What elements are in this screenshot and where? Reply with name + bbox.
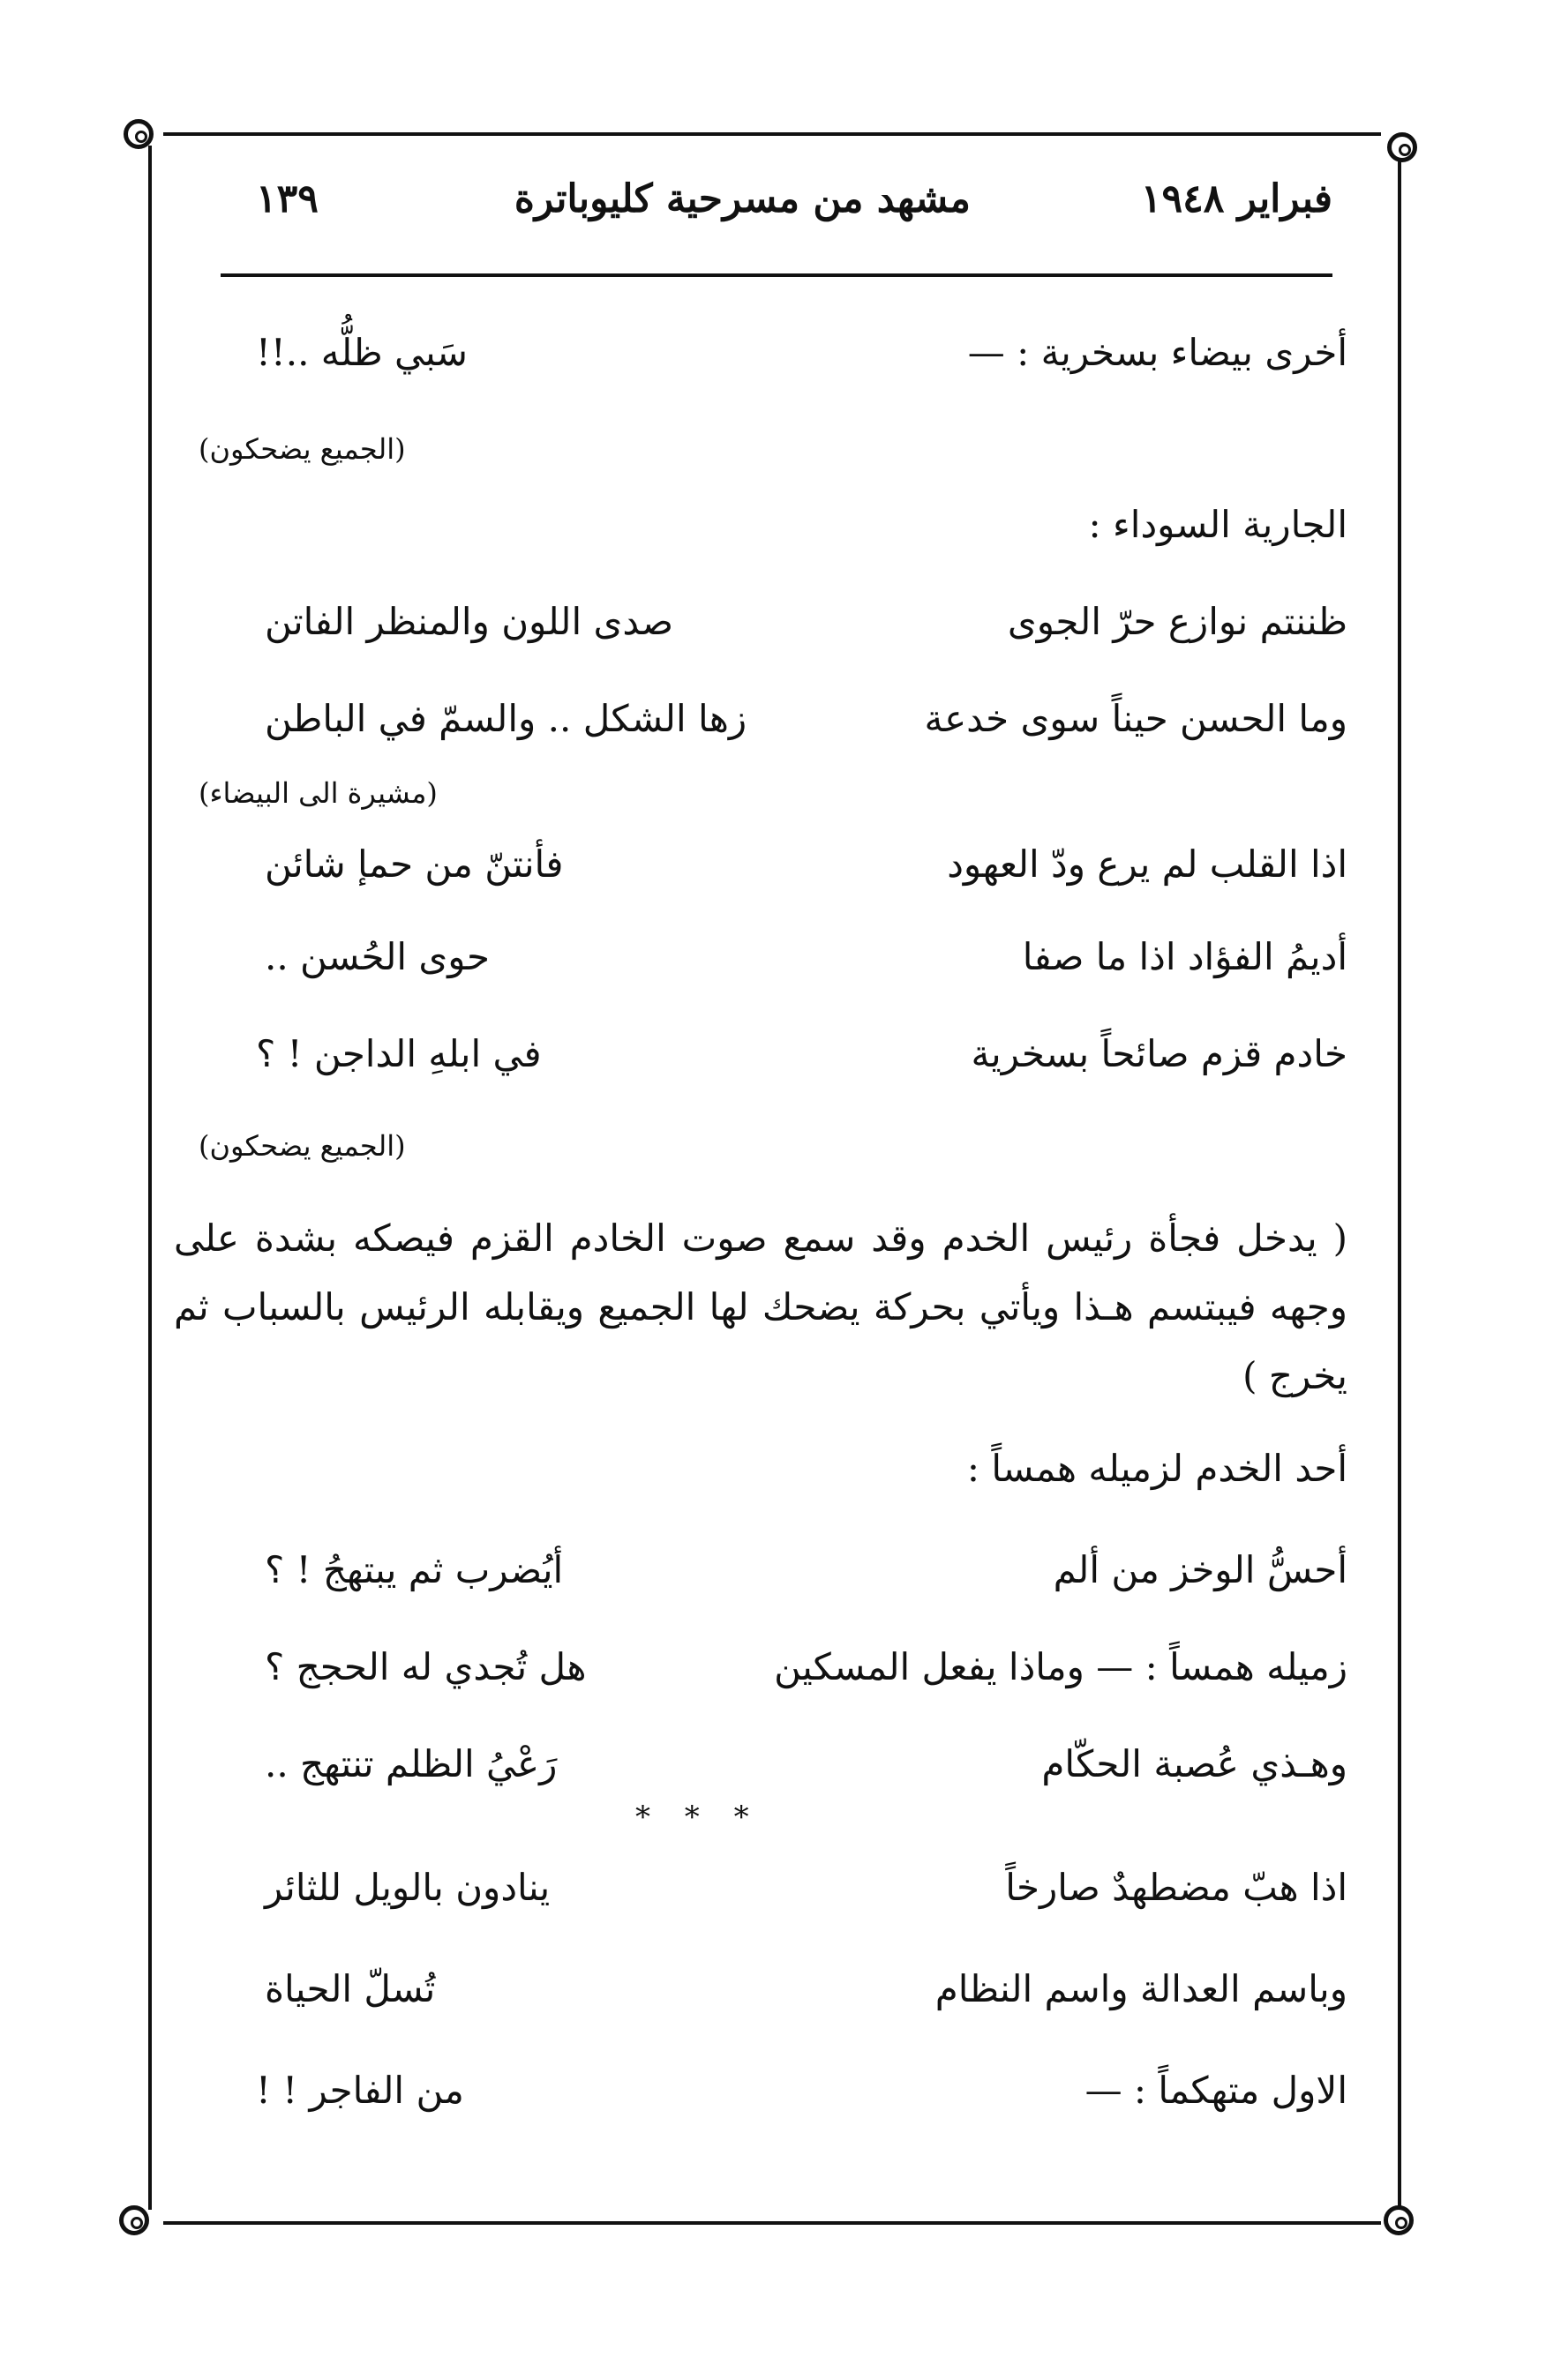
speaker-line: زميله همساً : — وماذا يفعل المسكين [774, 1645, 1347, 1688]
dialogue-text: هل تُجدي له الحجج ؟ [265, 1645, 587, 1688]
stage-direction: (الجميع يضحكون) [199, 432, 406, 466]
running-header [256, 176, 1332, 238]
speaker-line: الاول متهكماً : — [1084, 2069, 1347, 2112]
stage-direction-paragraph: ( يدخل فجأة رئيس الخدم وقد سمع صوت الخادم القزم فيصكه بشدة على وجهه فيبتسم هـذا ويأتي بحركة يضحك لها الجميع ويقابله الرئيس بالسباب ثم يخرج ) [174, 1216, 1347, 1397]
header-date: فبراير ١٩٤٨ [1140, 176, 1332, 221]
verse-hemistich: تُسلّ الحياة [265, 1967, 436, 2010]
speaker-line: الجارية السوداء : [1088, 503, 1347, 546]
verse-hemistich: فأنتنّ من حمإ شائن [265, 842, 564, 886]
verse-hemistich: رَعْيُ الظلم تنتهج .. [265, 1742, 558, 1785]
section-divider: * * * [635, 1800, 762, 1835]
verse-hemistich: حوى الحُسن .. [265, 935, 490, 978]
verse-hemistich: أديمُ الفؤاد اذا ما صفا [1022, 935, 1347, 978]
stage-direction: (الجميع يضحكون) [199, 1129, 406, 1163]
verse-hemistich: أيُضرب ثم يبتهجُ ! ؟ [265, 1548, 564, 1591]
stage-direction: (مشيرة الى البيضاء) [199, 776, 438, 810]
verse-hemistich: ينادون بالويل للثائر [265, 1866, 551, 1909]
header-title: مشهد من مسرحية كليوباترة [514, 176, 971, 221]
header-rule [221, 273, 1332, 277]
speaker-line: أخرى بيضاء بسخرية : — [967, 331, 1347, 374]
page-number: ١٣٩ [256, 176, 319, 221]
corner-ornament-icon [1384, 2205, 1414, 2235]
frame-right-rule [1398, 146, 1401, 2210]
verse-hemistich: صدى اللون والمنظر الفاتن [265, 600, 674, 643]
verse-hemistich: اذا القلب لم يرع ودّ العهود [947, 842, 1347, 886]
verse-hemistich: وهـذي عُصبة الحكّام [1041, 1742, 1347, 1785]
dialogue-text: سَبي ظلُّه ..!! [256, 331, 468, 374]
frame-top-rule [163, 132, 1381, 136]
corner-ornament-icon [119, 2205, 149, 2235]
dialogue-text: من الفاجر ! ! [256, 2069, 464, 2112]
verse-hemistich: زها الشكل .. والسمّ في الباطن [265, 697, 747, 740]
verse-hemistich: وما الحسن حيناً سوى خدعة [924, 697, 1347, 740]
verse-hemistich: أحسُّ الوخز من ألم [1053, 1548, 1347, 1591]
verse-hemistich: اذا هبّ مضطهدٌ صارخاً [1005, 1866, 1347, 1909]
corner-ornament-icon [124, 119, 154, 149]
frame-left-rule [148, 146, 152, 2210]
corner-ornament-icon [1387, 132, 1417, 162]
verse-hemistich: وباسم العدالة واسم النظام [934, 1967, 1347, 2010]
frame-bottom-rule [163, 2221, 1381, 2225]
dialogue-text: في ابلهِ الداجن ! ؟ [256, 1032, 542, 1075]
verse-hemistich: ظننتم نوازع حرّ الجوى [1007, 600, 1347, 643]
speaker-line: خادم قزم صائحاً بسخرية [971, 1032, 1347, 1075]
speaker-line: أحد الخدم لزميله همساً : [966, 1447, 1347, 1490]
